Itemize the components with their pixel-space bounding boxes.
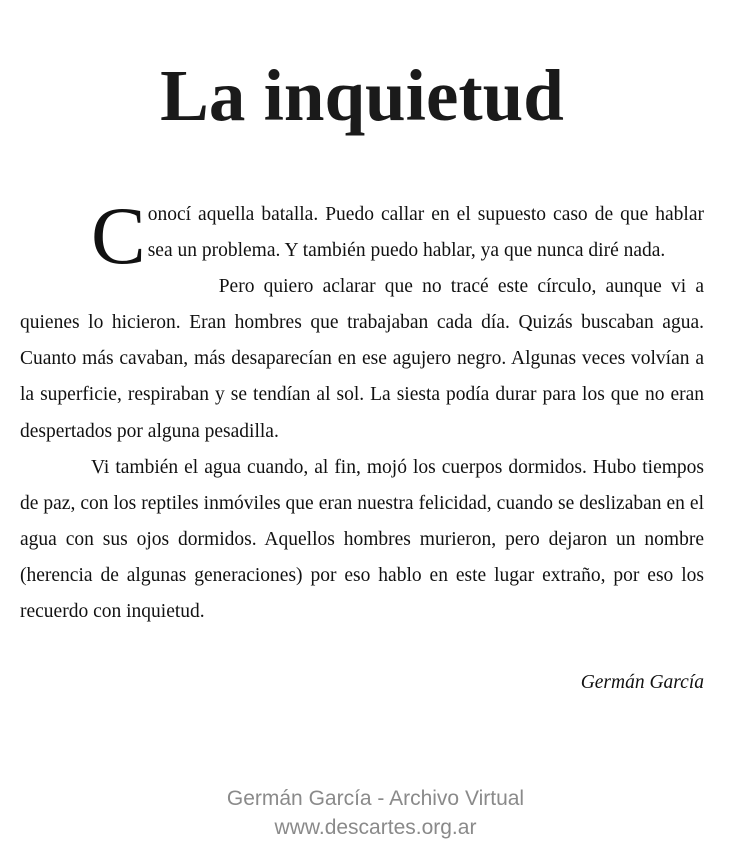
paragraph-1-text: onocí aquella batalla. Puedo callar en el supuesto caso de que hablar sea un problema. Y también puedo hablar, ya que nunca diré nada.: [147, 204, 704, 262]
footer-website-url: www.descartes.org.ar: [274, 816, 477, 839]
author-signature: Germán García: [580, 672, 704, 693]
essay-body: [20, 190, 704, 630]
footer-archive-label: Germán García - Archivo Virtual: [226, 787, 525, 810]
page-title: La inquietud: [160, 55, 564, 136]
paragraph-1: [20, 190, 704, 281]
drop-cap-letter: C: [91, 190, 146, 281]
paragraph-2: Pero quiero aclarar que no tracé este círculo, aunque vi a quienes lo hicieron. Eran hombres que trabajaban cada día. Quizás buscaban agua. Cuanto más cavaban, más desaparecían en ese agujero negro. Algunas veces volvían a la superficie, respiraban y se tendían al sol. La siesta podía durar para los que no eran despertados por alguna pesadilla.: [20, 276, 704, 442]
paragraph-3: Vi también el agua cuando, al fin, mojó los cuerpos dormidos. Hubo tiempos de paz, con los reptiles inmóviles que eran nuestra felicidad, cuando se deslizaban en el agua con sus ojos dormidos. Aquellos hombres murieron, pero dejaron un nombre (herencia de algunas generaciones) por eso hablo en este lugar extraño, por eso los recuerdo con inquietud.: [20, 456, 704, 623]
footer: [0, 784, 751, 842]
